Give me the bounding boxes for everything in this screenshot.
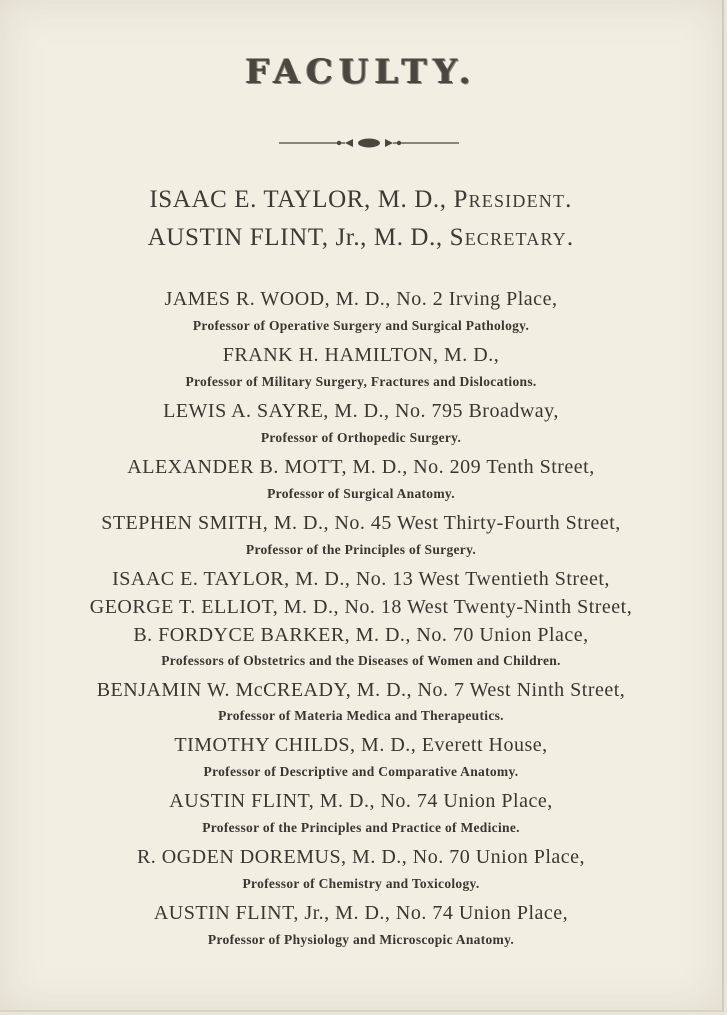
faculty-chair: Professor of Chemistry and Toxicology.: [242, 876, 480, 891]
faculty-heading: FACULTY.: [245, 52, 477, 92]
faculty-chair: Professors of Obstetrics and the Diseases of Women and Children.: [161, 653, 561, 668]
faculty-entry-mccready: BENJAMIN W. McCREADY, M. D., No. 7 West Ninth Street,: [96, 679, 626, 701]
faculty-chair: Professor of Descriptive and Comparative Anatomy.: [203, 764, 519, 779]
officer-name: AUSTIN FLINT, Jr., M. D.,: [147, 224, 443, 251]
faculty-entry-flint-jr: AUSTIN FLINT, Jr., M. D., No. 74 Union Place,: [153, 902, 569, 924]
faculty-chair: Professor of the Principles of Surgery.: [245, 542, 477, 557]
officer-name: ISAAC E. TAYLOR, M. D.,: [149, 186, 447, 213]
faculty-chair: Professor of Operative Surgery and Surgical Pathology.: [192, 318, 530, 333]
faculty-entry-elliot: GEORGE T. ELLIOT, M. D., No. 18 West Twenty-Ninth Street,: [89, 596, 633, 618]
faculty-entry-childs: TIMOTHY CHILDS, M. D., Everett House,: [174, 734, 548, 756]
faculty-chair: Professor of Physiology and Microscopic Anatomy.: [207, 932, 515, 947]
faculty-entry-flint: AUSTIN FLINT, M. D., No. 74 Union Place,: [169, 790, 553, 812]
faculty-entry-taylor: ISAAC E. TAYLOR, M. D., No. 13 West Twentieth Street,: [112, 568, 610, 590]
ornamental-divider: [279, 134, 459, 152]
officer-secretary: [0, 224, 722, 252]
faculty-chair: Professor of Military Surgery, Fractures and Dislocations.: [185, 374, 537, 389]
faculty-entry-doremus: R. OGDEN DOREMUS, M. D., No. 70 Union Place,: [136, 846, 586, 868]
faculty-entry-sayre: LEWIS A. SAYRE, M. D., No. 795 Broadway,: [163, 400, 559, 422]
officer-role: President.: [453, 186, 573, 213]
faculty-entry-smith: STEPHEN SMITH, M. D., No. 45 West Thirty-Fourth Street,: [101, 512, 621, 534]
faculty-chair: Professor of the Principles and Practice of Medicine.: [202, 820, 520, 835]
faculty-chair: Professor of Materia Medica and Therapeutics.: [218, 708, 504, 723]
officer-role: Secretary.: [449, 224, 575, 251]
faculty-entry-hamilton: FRANK H. HAMILTON, M. D.,: [222, 344, 500, 366]
faculty-entry-wood: JAMES R. WOOD, M. D., No. 2 Irving Place,: [164, 288, 558, 310]
faculty-chair: Professor of Orthopedic Surgery.: [260, 430, 462, 445]
faculty-chair: Professor of Surgical Anatomy.: [267, 486, 455, 501]
faculty-entry-mott: ALEXANDER B. MOTT, M. D., No. 209 Tenth Street,: [127, 456, 595, 478]
faculty-entry-barker: B. FORDYCE BARKER, M. D., No. 70 Union Place,: [133, 624, 589, 646]
officer-president: [0, 186, 722, 214]
